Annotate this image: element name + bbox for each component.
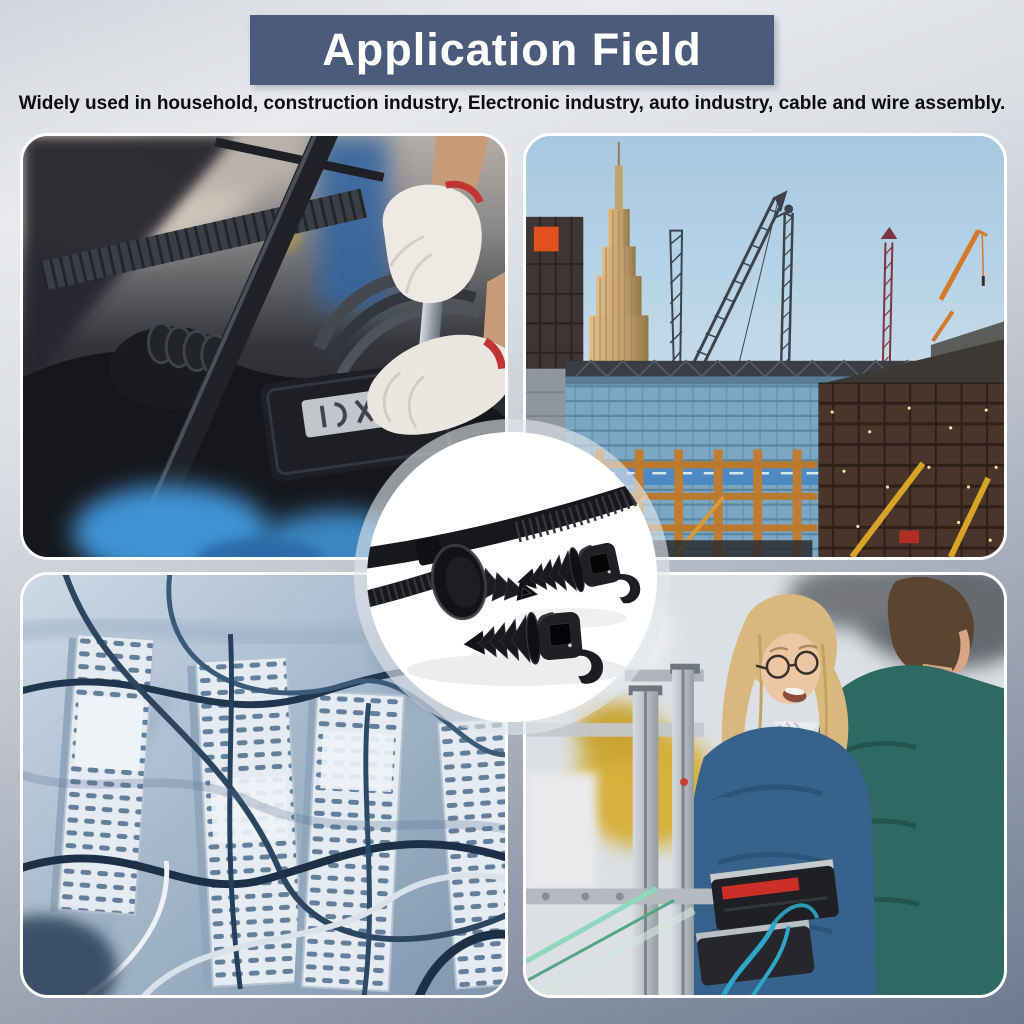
- subtitle-text: Widely used in household, construction industry, Electronic industry, auto industry, cable and wire assembly.: [18, 93, 1006, 114]
- title-banner: [250, 15, 774, 85]
- page-title: Application Field: [322, 24, 702, 75]
- product-badge: [367, 432, 657, 722]
- push-mount-cable-tie-product-art: [367, 432, 657, 722]
